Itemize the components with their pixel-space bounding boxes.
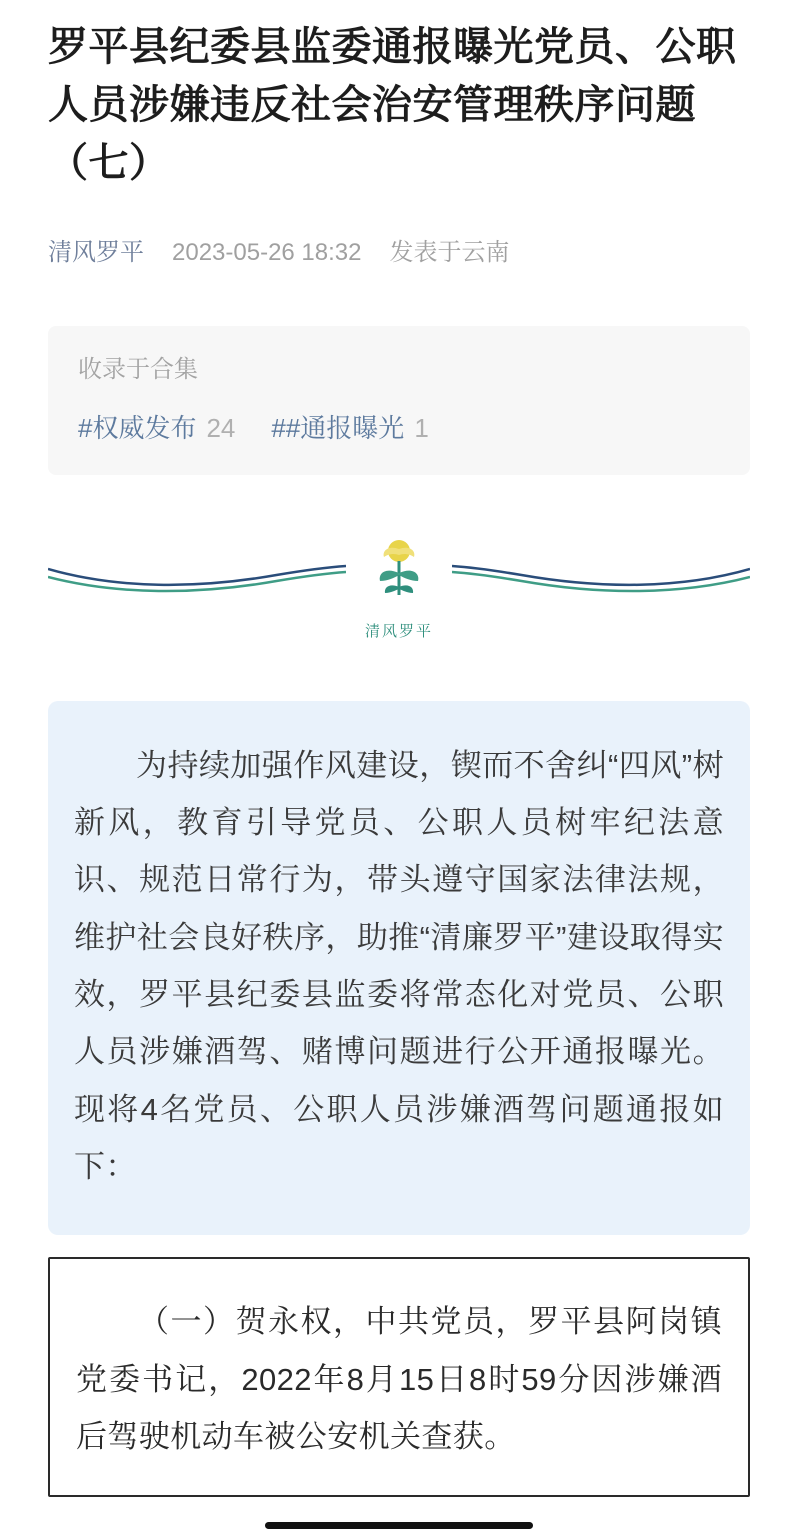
- publish-date: 2023-05-26 18:32: [172, 239, 362, 266]
- collection-tag-link[interactable]: #权威发布: [78, 412, 197, 443]
- collection-tag-link[interactable]: ##通报曝光: [271, 412, 405, 443]
- logo-caption: 清风罗平: [364, 622, 433, 640]
- home-indicator: [265, 1522, 533, 1529]
- wave-right-icon: [452, 555, 750, 595]
- collection-tag-count: 1: [414, 412, 429, 443]
- notice-item-text: （一）贺永权，中共党员，罗平县阿岗镇党委书记，2022年8月15日8时59分因涉嫌酒后驾驶机动车被公安机关查获。: [76, 1304, 722, 1455]
- intro-paragraph-box: [48, 701, 750, 1236]
- intro-paragraph: 为持续加强作风建设，锲而不舍纠“四风”树新风，教育引导党员、公职人员树牢纪法意识、规范日常行为，带头遵守国家法律法规，维护社会良好秩序，助推“清廉罗平”建设取得实效，罗平县纪委县监委将常态化对党员、公职人员涉嫌酒驾、赌博问题进行公开通报曝光。现将4名党员、公职人员涉嫌酒驾问题通报如下：: [74, 747, 724, 1184]
- account-name[interactable]: 清风罗平: [48, 239, 144, 266]
- collection-tag-count: 24: [206, 412, 236, 443]
- lotus-flower-icon: [354, 533, 444, 613]
- publish-location: 发表于云南: [389, 239, 510, 266]
- collection-tag-list: [78, 408, 720, 445]
- notice-item-box: [48, 1257, 750, 1497]
- page-title: 罗平县纪委县监委通报曝光党员、公职人员涉嫌违反社会治安管理秩序问题（七）: [48, 25, 737, 185]
- article-meta: [48, 236, 750, 270]
- decorative-banner: [48, 537, 750, 657]
- collection-box: [48, 326, 750, 475]
- wave-left-icon: [48, 555, 346, 595]
- logo: [339, 533, 459, 641]
- collection-label: 收录于合集: [78, 355, 198, 383]
